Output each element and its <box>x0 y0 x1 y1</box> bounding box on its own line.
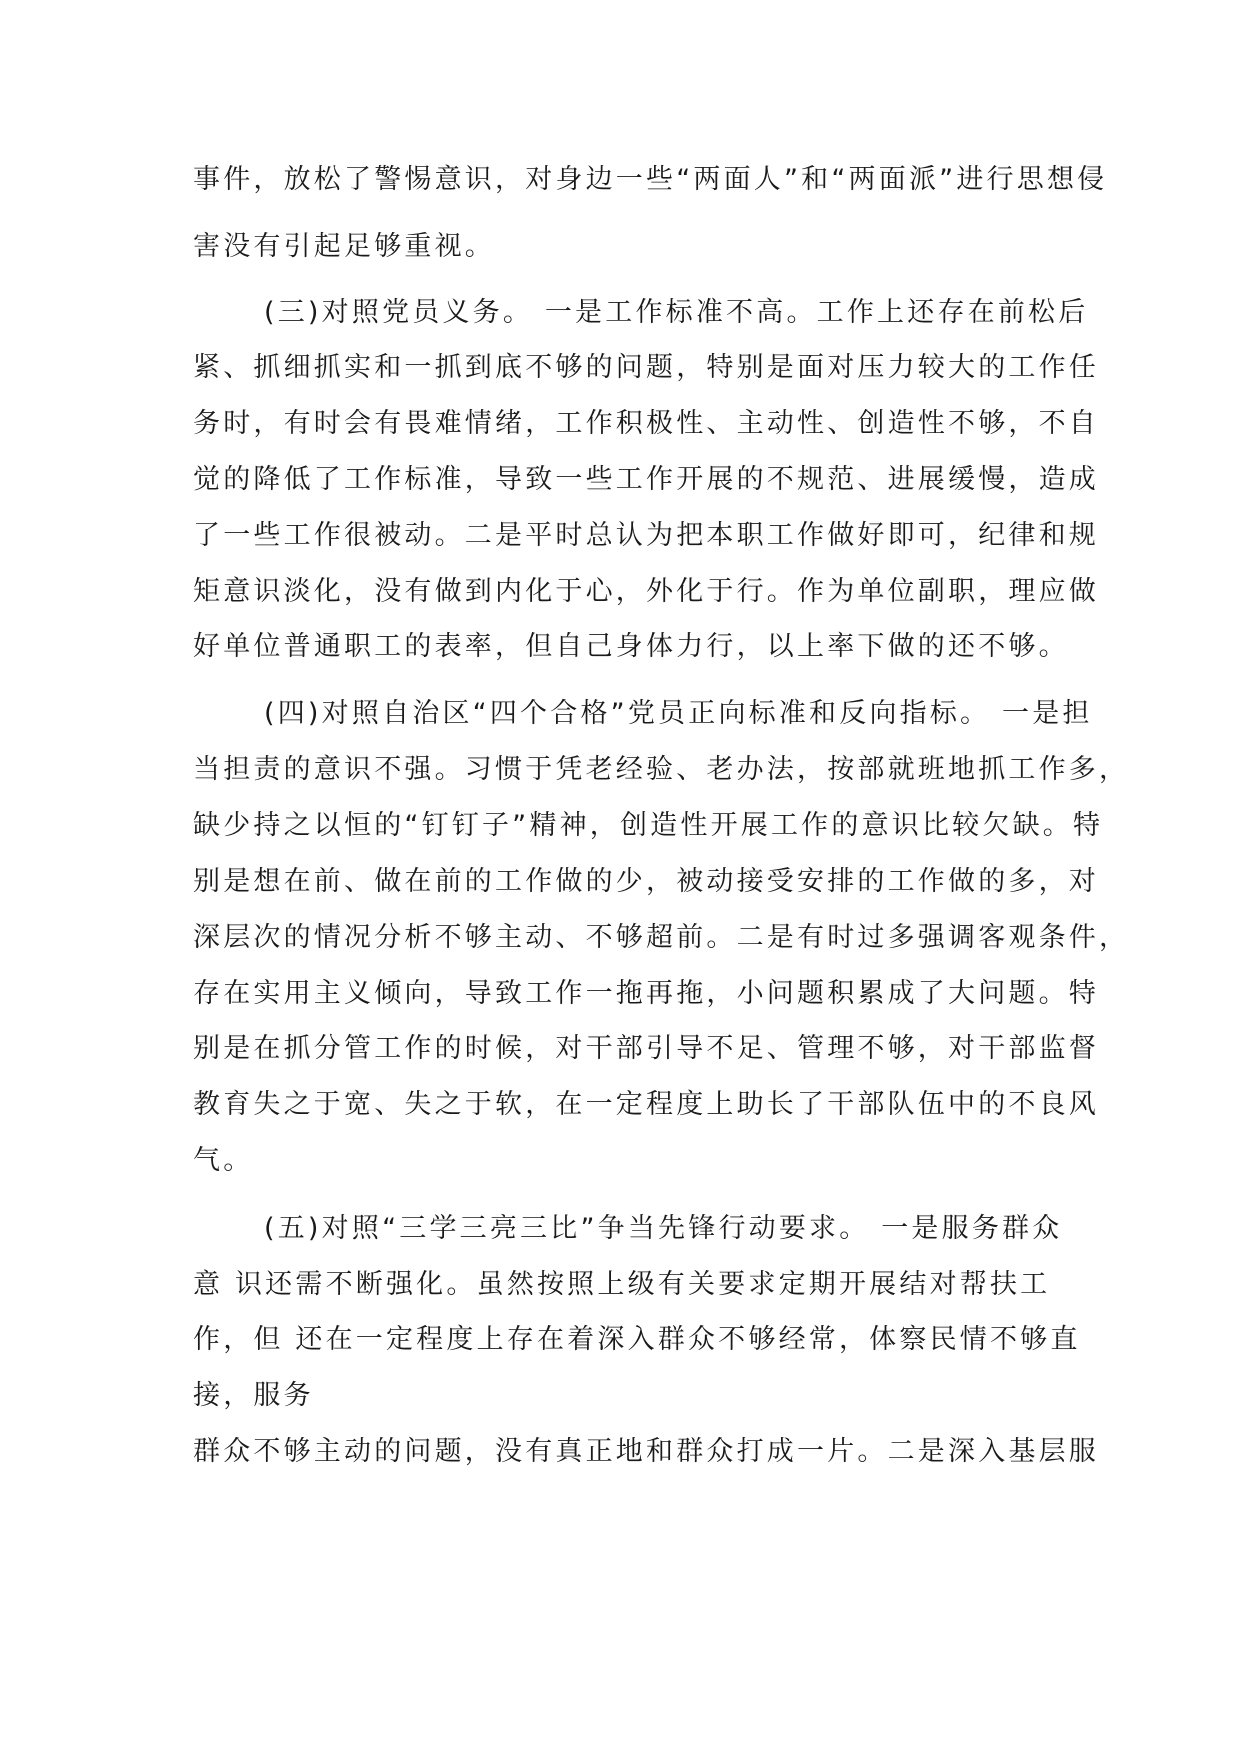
text-line: 缺少持之以恒的“钉钉子”精神，创造性开展工作的意识比较欠缺。特 <box>193 810 1104 841</box>
text-line: 别是在抓分管工作的时候，对干部引导不足、管理不够，对干部监督 <box>193 1033 1099 1064</box>
text-line: 觉的降低了工作标准，导致一些工作开展的不规范、进展缓慢，造成 <box>193 464 1099 495</box>
text-line: 接，服务 <box>193 1380 314 1411</box>
text-line: 教育失之于宽、失之于软，在一定程度上助长了干部队伍中的不良风 <box>193 1089 1099 1120</box>
text-line: 紧、抓细抓实和一抓到底不够的问题，特别是面对压力较大的工作任 <box>193 352 1099 383</box>
text-line: 了一些工作很被动。二是平时总认为把本职工作做好即可，纪律和规 <box>193 520 1099 551</box>
text-line: 深层次的情况分析不够主动、不够超前。二是有时过多强调客观条件， <box>193 922 1130 953</box>
text-line: 存在实用主义倾向，导致工作一拖再拖，小问题积累成了大问题。特 <box>193 978 1099 1009</box>
text-line: 好单位普通职工的表率，但自己身体力行，以上率下做的还不够。 <box>193 631 1069 662</box>
text-line: 气。 <box>193 1145 254 1176</box>
text-line: 事件，放松了警惕意识，对身边一些“两面人”和“两面派”进行思想侵 <box>193 164 1108 195</box>
text-line: 作，但 还在一定程度上存在着深入群众不够经常，体察民情不够直 <box>193 1324 1081 1355</box>
text-line: 群众不够主动的问题，没有真正地和群众打成一片。二是深入基层服 <box>193 1436 1099 1467</box>
text-line: 矩意识淡化，没有做到内化于心，外化于行。作为单位副职，理应做 <box>193 576 1099 607</box>
text-line: 意 识还需不断强化。虽然按照上级有关要求定期开展结对帮扶工 <box>193 1269 1051 1300</box>
text-line: 务时，有时会有畏难情绪，工作积极性、主动性、创造性不够，不自 <box>193 408 1099 439</box>
text-line: 害没有引起足够重视。 <box>193 231 495 262</box>
section-heading-4: (四)对照自治区“四个合格”党员正向标准和反向指标。 一是担 <box>264 698 1093 729</box>
section-heading-5: (五)对照“三学三亮三比”争当先锋行动要求。 一是服务群众 <box>264 1213 1063 1244</box>
text-line: 当担责的意识不强。习惯于凭老经验、老办法，按部就班地抓工作多， <box>193 754 1130 785</box>
section-heading-3: (三)对照党员义务。 一是工作标准不高。工作上还存在前松后 <box>264 297 1089 328</box>
text-line: 别是想在前、做在前的工作做的少，被动接受安排的工作做的多，对 <box>193 866 1099 897</box>
